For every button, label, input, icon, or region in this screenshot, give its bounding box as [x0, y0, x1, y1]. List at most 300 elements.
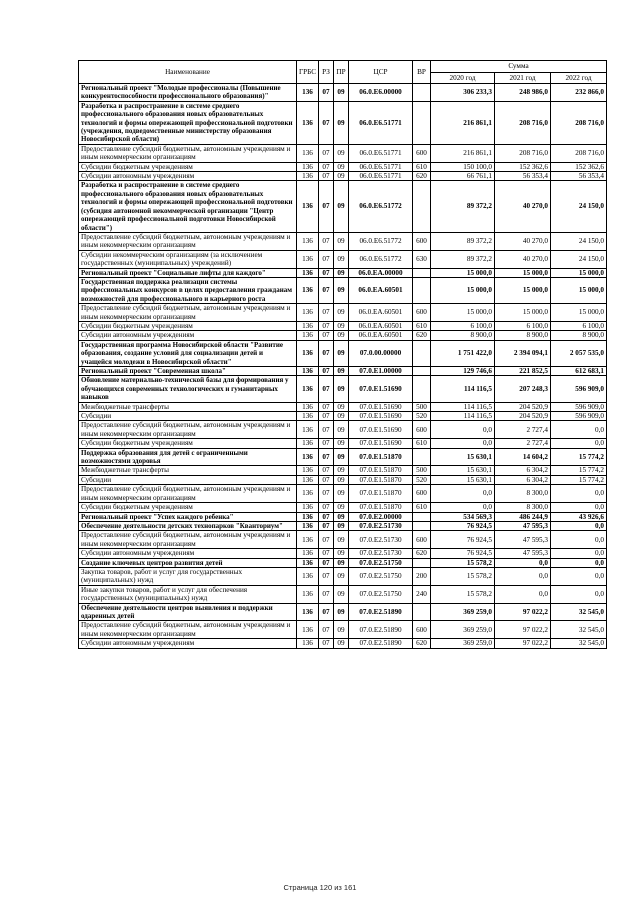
row-vr: 600	[413, 304, 431, 322]
row-name: Разработка и распространение в системе среднего профессионального образования новых образовательных технологий и формы опережающей профессиональной подготовки (субсидия автономной некоммерческой организации "Центр опережающей профессиональной подготовки Новосибирской области")	[79, 181, 297, 232]
row-amount-2021: 14 604,2	[495, 448, 551, 466]
header-vr: ВР	[413, 61, 431, 84]
row-amount-2022: 596 909,0	[551, 402, 607, 411]
row-amount-2021: 248 986,0	[495, 84, 551, 102]
row-csr: 07.0.E1.51690	[349, 376, 413, 402]
row-pr: 09	[334, 268, 349, 277]
row-pr: 09	[334, 101, 349, 144]
row-amount-2020: 369 259,0	[431, 621, 495, 639]
row-amount-2022: 24 150,0	[551, 250, 607, 268]
row-name: Обеспечение деятельности центров выявления и поддержки одаренных детей	[79, 603, 297, 621]
row-csr: 06.0.E6.51771	[349, 144, 413, 162]
row-amount-2022: 152 362,6	[551, 162, 607, 171]
row-name: Поддержка образования для детей с ограниченными возможностями здоровья	[79, 448, 297, 466]
row-pr: 09	[334, 367, 349, 376]
row-name: Предоставление субсидий бюджетным, автономным учреждениям и иным некоммерческим организациям	[79, 144, 297, 162]
row-amount-2022: 15 774,2	[551, 466, 607, 475]
row-pr: 09	[334, 466, 349, 475]
row-rz: 07	[319, 639, 334, 648]
row-grbs: 136	[297, 567, 319, 585]
row-csr: 07.0.E1.51870	[349, 448, 413, 466]
row-csr: 07.0.E2.51890	[349, 603, 413, 621]
row-amount-2020: 1 751 422,0	[431, 340, 495, 366]
row-amount-2022: 0,0	[551, 503, 607, 512]
row-csr: 06.0.EA.00000	[349, 268, 413, 277]
row-csr: 07.0.E2.51890	[349, 621, 413, 639]
row-amount-2022: 0,0	[551, 521, 607, 530]
row-name: Закупка товаров, работ и услуг для государственных (муниципальных) нужд	[79, 567, 297, 585]
row-pr: 09	[334, 172, 349, 181]
row-grbs: 136	[297, 101, 319, 144]
row-amount-2021: 47 595,3	[495, 549, 551, 558]
row-rz: 07	[319, 503, 334, 512]
row-amount-2020: 89 372,2	[431, 232, 495, 250]
row-grbs: 136	[297, 603, 319, 621]
row-name: Субсидии	[79, 412, 297, 421]
row-amount-2020: 0,0	[431, 439, 495, 448]
row-csr: 07.0.E2.51750	[349, 558, 413, 567]
row-amount-2020: 66 761,1	[431, 172, 495, 181]
row-csr: 06.0.EA.60501	[349, 304, 413, 322]
row-csr: 07.0.E1.51870	[349, 475, 413, 484]
row-csr: 06.0.E6.51771	[349, 162, 413, 171]
row-rz: 07	[319, 162, 334, 171]
row-grbs: 136	[297, 448, 319, 466]
row-amount-2022: 32 545,0	[551, 621, 607, 639]
header-csr: ЦСР	[349, 61, 413, 84]
row-pr: 09	[334, 304, 349, 322]
row-amount-2022: 0,0	[551, 421, 607, 439]
row-grbs: 136	[297, 321, 319, 330]
row-pr: 09	[334, 448, 349, 466]
row-csr: 07.0.E2.51890	[349, 639, 413, 648]
row-amount-2021: 15 000,0	[495, 268, 551, 277]
row-amount-2020: 15 000,0	[431, 268, 495, 277]
row-pr: 09	[334, 639, 349, 648]
row-amount-2020: 306 233,3	[431, 84, 495, 102]
row-amount-2020: 369 259,0	[431, 639, 495, 648]
row-csr: 07.0.E1.00000	[349, 367, 413, 376]
row-grbs: 136	[297, 531, 319, 549]
row-grbs: 136	[297, 521, 319, 530]
row-name: Предоставление субсидий бюджетным, автономным учреждениям и иным некоммерческим организациям	[79, 421, 297, 439]
table-row	[79, 402, 607, 411]
row-rz: 07	[319, 567, 334, 585]
row-csr: 06.0.E6.51772	[349, 232, 413, 250]
row-csr: 07.0.E2.51730	[349, 549, 413, 558]
row-amount-2022: 0,0	[551, 549, 607, 558]
row-vr: 500	[413, 402, 431, 411]
row-name: Субсидии бюджетным учреждениям	[79, 503, 297, 512]
row-amount-2021: 0,0	[495, 558, 551, 567]
row-name: Предоставление субсидий бюджетным, автономным учреждениям и иным некоммерческим организациям	[79, 621, 297, 639]
row-grbs: 136	[297, 549, 319, 558]
row-vr: 600	[413, 531, 431, 549]
row-name: Субсидии некоммерческим организациям (за исключением государственных (муниципальных) учреждений)	[79, 250, 297, 268]
row-rz: 07	[319, 585, 334, 603]
row-amount-2020: 15 578,2	[431, 567, 495, 585]
row-vr	[413, 558, 431, 567]
row-amount-2021: 152 362,6	[495, 162, 551, 171]
row-amount-2022: 596 909,0	[551, 412, 607, 421]
row-rz: 07	[319, 331, 334, 340]
row-amount-2020: 89 372,2	[431, 181, 495, 232]
row-name: Обновление материально-технической базы для формирования у обучающихся современных технологических и гуманитарных навыков	[79, 376, 297, 402]
row-rz: 07	[319, 277, 334, 303]
row-grbs: 136	[297, 466, 319, 475]
row-pr: 09	[334, 402, 349, 411]
row-rz: 07	[319, 304, 334, 322]
row-amount-2020: 8 900,0	[431, 331, 495, 340]
row-amount-2020: 114 116,5	[431, 376, 495, 402]
row-rz: 07	[319, 558, 334, 567]
row-rz: 07	[319, 521, 334, 530]
row-amount-2021: 6 100,0	[495, 321, 551, 330]
row-amount-2022: 612 683,1	[551, 367, 607, 376]
row-amount-2022: 232 866,0	[551, 84, 607, 102]
row-pr: 09	[334, 232, 349, 250]
row-vr: 610	[413, 439, 431, 448]
row-pr: 09	[334, 144, 349, 162]
row-pr: 09	[334, 250, 349, 268]
row-pr: 09	[334, 84, 349, 102]
row-rz: 07	[319, 549, 334, 558]
row-name: Субсидии автономным учреждениям	[79, 172, 297, 181]
row-name: Государственная программа Новосибирской области "Развитие образования, создание условий для социализации детей и учащейся молодежи в Новосибирской области"	[79, 340, 297, 366]
row-vr: 520	[413, 475, 431, 484]
row-csr: 06.0.E6.51771	[349, 101, 413, 144]
row-amount-2021: 6 304,2	[495, 475, 551, 484]
row-grbs: 136	[297, 512, 319, 521]
table-row	[79, 181, 607, 232]
row-pr: 09	[334, 412, 349, 421]
row-name: Региональный проект "Современная школа"	[79, 367, 297, 376]
row-csr: 06.0.E6.51771	[349, 172, 413, 181]
header-year-2021: 2021 год	[495, 73, 551, 84]
row-amount-2021: 6 304,2	[495, 466, 551, 475]
row-amount-2022: 15 774,2	[551, 448, 607, 466]
row-pr: 09	[334, 503, 349, 512]
row-rz: 07	[319, 144, 334, 162]
row-grbs: 136	[297, 439, 319, 448]
row-rz: 07	[319, 321, 334, 330]
row-vr	[413, 448, 431, 466]
row-amount-2021: 8 300,0	[495, 485, 551, 503]
row-amount-2021: 207 248,3	[495, 376, 551, 402]
row-amount-2020: 76 924,5	[431, 531, 495, 549]
row-rz: 07	[319, 84, 334, 102]
row-rz: 07	[319, 250, 334, 268]
row-name: Региональный проект "Успех каждого ребенка"	[79, 512, 297, 521]
row-csr: 07.0.E1.51690	[349, 402, 413, 411]
row-vr	[413, 268, 431, 277]
row-amount-2022: 24 150,0	[551, 232, 607, 250]
row-amount-2021: 40 270,0	[495, 250, 551, 268]
row-name: Разработка и распространение в системе среднего профессионального образования новых образовательных технологий и формы опережающей профессиональной подготовки (учреждения, подведомственные министерству образования Новосибирской области)	[79, 101, 297, 144]
table-row	[79, 340, 607, 366]
table-row	[79, 512, 607, 521]
row-grbs: 136	[297, 475, 319, 484]
row-amount-2021: 204 520,9	[495, 402, 551, 411]
row-amount-2020: 534 569,3	[431, 512, 495, 521]
row-amount-2022: 208 716,0	[551, 101, 607, 144]
row-pr: 09	[334, 475, 349, 484]
row-amount-2022: 6 100,0	[551, 321, 607, 330]
row-amount-2020: 76 924,5	[431, 521, 495, 530]
row-amount-2022: 0,0	[551, 531, 607, 549]
row-csr: 06.0.E6.51772	[349, 250, 413, 268]
row-vr: 620	[413, 639, 431, 648]
row-csr: 07.0.E2.51750	[349, 585, 413, 603]
row-vr: 500	[413, 466, 431, 475]
row-csr: 07.0.E1.51870	[349, 466, 413, 475]
row-vr: 600	[413, 621, 431, 639]
row-pr: 09	[334, 485, 349, 503]
table-row	[79, 585, 607, 603]
row-grbs: 136	[297, 268, 319, 277]
table-row	[79, 521, 607, 530]
row-vr: 620	[413, 331, 431, 340]
row-amount-2022: 32 545,0	[551, 603, 607, 621]
row-amount-2021: 208 716,0	[495, 101, 551, 144]
row-csr: 06.0.E6.51772	[349, 181, 413, 232]
row-amount-2021: 97 022,2	[495, 639, 551, 648]
row-vr: 600	[413, 421, 431, 439]
table-row	[79, 466, 607, 475]
row-name: Межбюджетные трансферты	[79, 402, 297, 411]
row-grbs: 136	[297, 232, 319, 250]
table-row	[79, 250, 607, 268]
row-amount-2021: 40 270,0	[495, 181, 551, 232]
row-name: Субсидии автономным учреждениям	[79, 549, 297, 558]
row-name: Предоставление субсидий бюджетным, автономным учреждениям и иным некоммерческим организациям	[79, 304, 297, 322]
row-amount-2022: 15 774,2	[551, 475, 607, 484]
row-amount-2022: 15 000,0	[551, 304, 607, 322]
row-grbs: 136	[297, 331, 319, 340]
row-amount-2020: 15 578,2	[431, 585, 495, 603]
row-amount-2020: 0,0	[431, 503, 495, 512]
row-amount-2020: 15 000,0	[431, 304, 495, 322]
row-rz: 07	[319, 531, 334, 549]
row-amount-2020: 216 861,1	[431, 101, 495, 144]
row-amount-2021: 0,0	[495, 567, 551, 585]
row-amount-2021: 56 353,4	[495, 172, 551, 181]
row-pr: 09	[334, 531, 349, 549]
row-csr: 06.0.EA.60501	[349, 277, 413, 303]
row-csr: 07.0.E1.51690	[349, 439, 413, 448]
row-rz: 07	[319, 439, 334, 448]
row-csr: 06.0.EA.60501	[349, 331, 413, 340]
row-amount-2022: 0,0	[551, 558, 607, 567]
table-row	[79, 558, 607, 567]
row-grbs: 136	[297, 503, 319, 512]
row-amount-2021: 8 300,0	[495, 503, 551, 512]
row-amount-2020: 216 861,1	[431, 144, 495, 162]
row-amount-2020: 150 100,0	[431, 162, 495, 171]
row-vr	[413, 181, 431, 232]
row-grbs: 136	[297, 250, 319, 268]
row-amount-2021: 15 000,0	[495, 304, 551, 322]
row-pr: 09	[334, 512, 349, 521]
table-row	[79, 162, 607, 171]
row-vr: 200	[413, 567, 431, 585]
row-amount-2020: 0,0	[431, 421, 495, 439]
row-name: Региональный проект "Молодые профессионалы (Повышение конкурентоспособности профессионального образования)"	[79, 84, 297, 102]
header-pr: ПР	[334, 61, 349, 84]
row-pr: 09	[334, 558, 349, 567]
table-row	[79, 232, 607, 250]
row-rz: 07	[319, 101, 334, 144]
table-row	[79, 603, 607, 621]
row-amount-2021: 15 000,0	[495, 277, 551, 303]
table-row	[79, 172, 607, 181]
table-row	[79, 304, 607, 322]
table-row	[79, 268, 607, 277]
row-pr: 09	[334, 376, 349, 402]
row-vr	[413, 340, 431, 366]
row-vr: 610	[413, 162, 431, 171]
row-amount-2022: 8 900,0	[551, 331, 607, 340]
row-amount-2021: 47 595,3	[495, 531, 551, 549]
table-row	[79, 376, 607, 402]
row-csr: 07.0.E2.51730	[349, 521, 413, 530]
row-pr: 09	[334, 181, 349, 232]
row-grbs: 136	[297, 412, 319, 421]
budget-table	[78, 60, 607, 649]
row-vr: 630	[413, 250, 431, 268]
row-amount-2022: 15 000,0	[551, 277, 607, 303]
row-amount-2022: 0,0	[551, 567, 607, 585]
row-rz: 07	[319, 621, 334, 639]
row-grbs: 136	[297, 304, 319, 322]
row-amount-2020: 0,0	[431, 485, 495, 503]
table-row	[79, 549, 607, 558]
table-row	[79, 531, 607, 549]
table-row	[79, 439, 607, 448]
row-rz: 07	[319, 412, 334, 421]
row-pr: 09	[334, 340, 349, 366]
row-amount-2022: 208 716,0	[551, 144, 607, 162]
row-amount-2022: 0,0	[551, 585, 607, 603]
row-name: Государственная поддержка реализации системы профессиональных конкурсов в целях предоставления гражданам возможностей для профессионального и карьерного роста	[79, 277, 297, 303]
table-row	[79, 485, 607, 503]
row-amount-2021: 0,0	[495, 585, 551, 603]
row-amount-2021: 47 595,3	[495, 521, 551, 530]
row-vr	[413, 101, 431, 144]
row-amount-2021: 2 727,4	[495, 439, 551, 448]
row-grbs: 136	[297, 367, 319, 376]
row-pr: 09	[334, 162, 349, 171]
row-amount-2020: 15 578,2	[431, 558, 495, 567]
row-rz: 07	[319, 448, 334, 466]
row-vr: 520	[413, 412, 431, 421]
row-grbs: 136	[297, 340, 319, 366]
row-csr: 07.0.E1.51870	[349, 485, 413, 503]
table-row	[79, 412, 607, 421]
row-pr: 09	[334, 567, 349, 585]
header-year-2020: 2020 год	[431, 73, 495, 84]
row-amount-2022: 596 909,0	[551, 376, 607, 402]
row-amount-2020: 15 630,1	[431, 448, 495, 466]
row-vr	[413, 277, 431, 303]
row-grbs: 136	[297, 639, 319, 648]
row-grbs: 136	[297, 421, 319, 439]
row-pr: 09	[334, 621, 349, 639]
row-amount-2021: 2 394 094,1	[495, 340, 551, 366]
row-name: Субсидии бюджетным учреждениям	[79, 439, 297, 448]
row-rz: 07	[319, 603, 334, 621]
row-rz: 07	[319, 512, 334, 521]
row-vr: 620	[413, 172, 431, 181]
row-amount-2020: 114 116,5	[431, 412, 495, 421]
row-amount-2021: 8 900,0	[495, 331, 551, 340]
row-pr: 09	[334, 585, 349, 603]
row-csr: 07.0.E2.00000	[349, 512, 413, 521]
row-name: Субсидии автономным учреждениям	[79, 331, 297, 340]
row-grbs: 136	[297, 84, 319, 102]
row-vr	[413, 603, 431, 621]
row-vr: 610	[413, 503, 431, 512]
row-grbs: 136	[297, 376, 319, 402]
row-rz: 07	[319, 340, 334, 366]
row-grbs: 136	[297, 402, 319, 411]
row-amount-2021: 204 520,9	[495, 412, 551, 421]
row-rz: 07	[319, 402, 334, 411]
row-name: Иные закупки товаров, работ и услуг для обеспечения государственных (муниципальных) нужд	[79, 585, 297, 603]
table-body	[79, 84, 607, 649]
row-amount-2021: 486 244,9	[495, 512, 551, 521]
table-row	[79, 475, 607, 484]
row-name: Предоставление субсидий бюджетным, автономным учреждениям и иным некоммерческим организациям	[79, 531, 297, 549]
row-name: Региональный проект "Социальные лифты для каждого"	[79, 268, 297, 277]
row-pr: 09	[334, 331, 349, 340]
row-amount-2020: 89 372,2	[431, 250, 495, 268]
row-csr: 07.0.E1.51690	[349, 412, 413, 421]
table-row	[79, 144, 607, 162]
row-rz: 07	[319, 367, 334, 376]
row-csr: 07.0.E2.51730	[349, 531, 413, 549]
row-name: Межбюджетные трансферты	[79, 466, 297, 475]
row-name: Субсидии	[79, 475, 297, 484]
header-grbs: ГРБС	[297, 61, 319, 84]
row-grbs: 136	[297, 485, 319, 503]
row-csr: 06.0.EA.60501	[349, 321, 413, 330]
row-rz: 07	[319, 421, 334, 439]
row-vr	[413, 521, 431, 530]
row-vr: 600	[413, 232, 431, 250]
row-name: Создание ключевых центров развития детей	[79, 558, 297, 567]
row-amount-2022: 43 926,6	[551, 512, 607, 521]
row-name: Обеспечение деятельности детских технопарков "Кванториум"	[79, 521, 297, 530]
row-amount-2021: 97 022,2	[495, 621, 551, 639]
row-name: Субсидии бюджетным учреждениям	[79, 321, 297, 330]
row-name: Субсидии бюджетным учреждениям	[79, 162, 297, 171]
row-rz: 07	[319, 485, 334, 503]
row-amount-2020: 15 630,1	[431, 466, 495, 475]
row-amount-2021: 2 727,4	[495, 421, 551, 439]
row-amount-2020: 76 924,5	[431, 549, 495, 558]
table-row	[79, 277, 607, 303]
row-pr: 09	[334, 439, 349, 448]
row-pr: 09	[334, 603, 349, 621]
row-rz: 07	[319, 268, 334, 277]
row-vr	[413, 512, 431, 521]
row-pr: 09	[334, 421, 349, 439]
row-amount-2021: 40 270,0	[495, 232, 551, 250]
row-vr: 600	[413, 485, 431, 503]
row-rz: 07	[319, 181, 334, 232]
row-vr	[413, 367, 431, 376]
